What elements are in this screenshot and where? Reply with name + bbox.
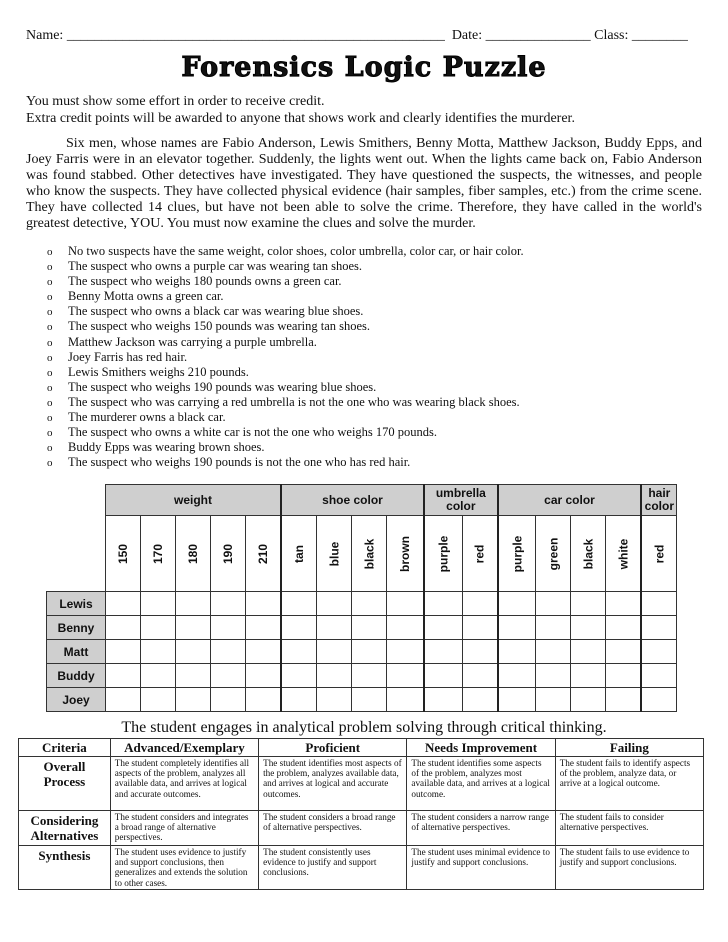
grid-answer-cell[interactable] xyxy=(176,616,211,640)
grid-answer-cell[interactable] xyxy=(106,616,141,640)
rubric-cell-proficient: The student considers a broad range of alternative perspectives. xyxy=(259,811,407,846)
clue-item: o Buddy Epps was wearing brown shoes. xyxy=(47,440,524,455)
grid-answer-cell[interactable] xyxy=(106,664,141,688)
bullet-icon: o xyxy=(47,427,53,440)
clue-item: o Matthew Jackson was carrying a purple umbrella. xyxy=(47,335,524,350)
suspect-buddy: Buddy xyxy=(47,664,106,688)
bullet-icon: o xyxy=(47,336,53,349)
grid-answer-cell[interactable] xyxy=(387,616,425,640)
rubric-header-failing: Failing xyxy=(555,739,703,757)
option-shoe-tan: tan xyxy=(281,516,317,592)
bullet-icon: o xyxy=(47,442,53,455)
grid-answer-cell[interactable] xyxy=(424,688,462,712)
rubric-header-advanced: Advanced/Exemplary xyxy=(110,739,258,757)
grid-answer-cell[interactable] xyxy=(387,664,425,688)
grid-answer-cell[interactable] xyxy=(571,616,606,640)
grid-answer-cell[interactable] xyxy=(641,616,677,640)
grid-answer-cell[interactable] xyxy=(606,664,642,688)
rubric-cell-advanced: The student completely identifies all aspects of the problem, analyzes all available data, and arrives at logical and accurate outcomes. xyxy=(110,757,258,811)
grid-answer-cell[interactable] xyxy=(387,592,425,616)
bullet-icon: o xyxy=(47,351,53,364)
grid-answer-cell[interactable] xyxy=(141,664,176,688)
option-shoe-blue: blue xyxy=(317,516,352,592)
rubric-table xyxy=(18,738,704,890)
story-paragraph xyxy=(26,136,702,233)
option-weight-180: 180 xyxy=(176,516,211,592)
grid-answer-cell[interactable] xyxy=(424,664,462,688)
name-date-class-line[interactable]: Name: ______________________________________________________ Date: _______________ Class: ________ xyxy=(26,28,688,43)
clue-item: o Joey Farris has red hair. xyxy=(47,350,524,365)
grid-answer-cell[interactable] xyxy=(462,592,498,616)
category-shoe-color: shoe color xyxy=(281,485,424,516)
grid-corner xyxy=(47,485,106,592)
grid-answer-cell[interactable] xyxy=(211,616,246,640)
rubric-cell-needs-improvement: The student uses minimal evidence to justify and support conclusions. xyxy=(407,846,555,890)
rubric-criteria-considering-alternatives: Considering Alternatives xyxy=(19,811,111,846)
rubric-cell-advanced: The student uses evidence to justify and support conclusions, then generalizes and extends the solution to other cases. xyxy=(110,846,258,890)
intro-line-extra-credit: Extra credit points will be awarded to anyone that shows work and clearly identifies the murderer. xyxy=(26,111,575,126)
category-weight: weight xyxy=(106,485,282,516)
option-car-green: green xyxy=(536,516,571,592)
grid-answer-cell[interactable] xyxy=(498,664,536,688)
grid-answer-cell[interactable] xyxy=(246,688,282,712)
option-weight-190: 190 xyxy=(211,516,246,592)
grid-answer-cell[interactable] xyxy=(176,592,211,616)
grid-answer-cell[interactable] xyxy=(571,664,606,688)
grid-answer-cell[interactable] xyxy=(571,640,606,664)
clue-item: o The suspect who weighs 180 pounds owns a green car. xyxy=(47,274,524,289)
grid-answer-cell[interactable] xyxy=(498,616,536,640)
grid-answer-cell[interactable] xyxy=(641,664,677,688)
rubric-header-needs-improvement: Needs Improvement xyxy=(407,739,555,757)
suspect-benny: Benny xyxy=(47,616,106,640)
grid-answer-cell[interactable] xyxy=(462,664,498,688)
intro-line-effort: You must show some effort in order to receive credit. xyxy=(26,94,325,109)
grid-answer-cell[interactable] xyxy=(571,688,606,712)
grid-answer-cell[interactable] xyxy=(106,640,141,664)
grid-answer-cell[interactable] xyxy=(281,688,317,712)
grid-answer-cell[interactable] xyxy=(106,688,141,712)
grid-answer-cell[interactable] xyxy=(536,616,571,640)
clue-list xyxy=(47,244,524,470)
clue-item: o The suspect who owns a purple car was wearing tan shoes. xyxy=(47,259,524,274)
option-shoe-brown: brown xyxy=(387,516,425,592)
clue-item: o The suspect who weighs 190 pounds was wearing blue shoes. xyxy=(47,380,524,395)
grid-answer-cell[interactable] xyxy=(387,688,425,712)
category-car-color: car color xyxy=(498,485,642,516)
category-umbrella-color: umbrella color xyxy=(424,485,498,516)
grid-answer-cell[interactable] xyxy=(462,616,498,640)
bullet-icon: o xyxy=(47,321,53,334)
grid-answer-cell[interactable] xyxy=(641,640,677,664)
clue-item: o Lewis Smithers weighs 210 pounds. xyxy=(47,365,524,380)
suspect-matt: Matt xyxy=(47,640,106,664)
option-car-purple: purple xyxy=(498,516,536,592)
rubric-cell-proficient: The student consistently uses evidence to justify and support conclusions. xyxy=(259,846,407,890)
rubric-cell-advanced: The student considers and integrates a broad range of alternative perspectives. xyxy=(110,811,258,846)
rubric-cell-failing: The student fails to use evidence to justify and support conclusions. xyxy=(555,846,703,890)
grid-answer-cell[interactable] xyxy=(246,592,282,616)
grid-answer-cell[interactable] xyxy=(352,616,387,640)
grid-answer-cell[interactable] xyxy=(141,592,176,616)
category-hair-color: hair color xyxy=(641,485,677,516)
clue-item: o The suspect who owns a black car was wearing blue shoes. xyxy=(47,304,524,319)
bullet-icon: o xyxy=(47,261,53,274)
bullet-icon: o xyxy=(47,412,53,425)
grid-answer-cell[interactable] xyxy=(317,592,352,616)
bullet-icon: o xyxy=(47,457,53,470)
grid-answer-cell[interactable] xyxy=(352,688,387,712)
grid-answer-cell[interactable] xyxy=(536,688,571,712)
suspect-joey: Joey xyxy=(47,688,106,712)
bullet-icon: o xyxy=(47,246,53,258)
logic-grid xyxy=(46,484,677,712)
page-title: Forensics Logic Puzzle xyxy=(181,52,547,83)
grid-answer-cell[interactable] xyxy=(498,592,536,616)
grid-answer-cell[interactable] xyxy=(281,640,317,664)
option-car-black: black xyxy=(571,516,606,592)
grid-answer-cell[interactable] xyxy=(211,592,246,616)
grid-answer-cell[interactable] xyxy=(176,688,211,712)
grid-answer-cell[interactable] xyxy=(246,664,282,688)
grid-answer-cell[interactable] xyxy=(536,640,571,664)
grid-answer-cell[interactable] xyxy=(317,616,352,640)
option-umbrella-red: red xyxy=(462,516,498,592)
grid-answer-cell[interactable] xyxy=(352,664,387,688)
grid-answer-cell[interactable] xyxy=(536,592,571,616)
grid-answer-cell[interactable] xyxy=(211,640,246,664)
clue-item: o The suspect who was carrying a red umbrella is not the one who was wearing black shoes. xyxy=(47,395,524,410)
grid-answer-cell[interactable] xyxy=(387,640,425,664)
grid-answer-cell[interactable] xyxy=(606,640,642,664)
option-weight-170: 170 xyxy=(141,516,176,592)
rubric-criteria-synthesis: Synthesis xyxy=(19,846,111,890)
option-umbrella-purple: purple xyxy=(424,516,462,592)
grid-answer-cell[interactable] xyxy=(606,688,642,712)
grid-answer-cell[interactable] xyxy=(176,640,211,664)
grid-answer-cell[interactable] xyxy=(106,592,141,616)
clue-item: o The suspect who owns a white car is not the one who weighs 170 pounds. xyxy=(47,425,524,440)
grid-answer-cell[interactable] xyxy=(606,592,642,616)
clue-item: o Benny Motta owns a green car. xyxy=(47,289,524,304)
grid-answer-cell[interactable] xyxy=(281,592,317,616)
grid-answer-cell[interactable] xyxy=(317,664,352,688)
rubric-cell-failing: The student fails to identify aspects of the problem, analyze data, or arrive at a logical outcome. xyxy=(555,757,703,811)
grid-answer-cell[interactable] xyxy=(352,592,387,616)
bullet-icon: o xyxy=(47,306,53,319)
grid-answer-cell[interactable] xyxy=(424,592,462,616)
grid-answer-cell[interactable] xyxy=(317,688,352,712)
grid-answer-cell[interactable] xyxy=(246,640,282,664)
rubric-header-criteria: Criteria xyxy=(19,739,111,757)
grid-answer-cell[interactable] xyxy=(211,664,246,688)
suspect-lewis: Lewis xyxy=(47,592,106,616)
grid-answer-cell[interactable] xyxy=(246,616,282,640)
grid-answer-cell[interactable] xyxy=(536,664,571,688)
grid-answer-cell[interactable] xyxy=(606,616,642,640)
rubric-cell-needs-improvement: The student considers a narrow range of alternative perspectives. xyxy=(407,811,555,846)
option-shoe-black: black xyxy=(352,516,387,592)
grid-answer-cell[interactable] xyxy=(317,640,352,664)
grid-answer-cell[interactable] xyxy=(176,664,211,688)
option-weight-210: 210 xyxy=(246,516,282,592)
grid-answer-cell[interactable] xyxy=(571,592,606,616)
grid-answer-cell[interactable] xyxy=(462,688,498,712)
rubric-title: The student engages in analytical problem solving through critical thinking. xyxy=(121,719,607,736)
bullet-icon: o xyxy=(47,396,53,409)
clue-item: o The suspect who weighs 190 pounds is not the one who has red hair. xyxy=(47,455,524,470)
clue-item: o The suspect who weighs 150 pounds was wearing tan shoes. xyxy=(47,319,524,334)
clue-item: o The murderer owns a black car. xyxy=(47,410,524,425)
grid-answer-cell[interactable] xyxy=(462,640,498,664)
grid-answer-cell[interactable] xyxy=(498,688,536,712)
rubric-criteria-overall-process: Overall Process xyxy=(19,757,111,811)
grid-answer-cell[interactable] xyxy=(641,592,677,616)
grid-answer-cell[interactable] xyxy=(424,616,462,640)
grid-answer-cell[interactable] xyxy=(141,616,176,640)
bullet-icon: o xyxy=(47,291,53,304)
clue-item: o No two suspects have the same weight, color shoes, color umbrella, color car, or hair color. xyxy=(47,244,524,259)
grid-answer-cell[interactable] xyxy=(641,688,677,712)
grid-answer-cell[interactable] xyxy=(424,640,462,664)
grid-answer-cell[interactable] xyxy=(141,640,176,664)
bullet-icon: o xyxy=(47,381,53,394)
option-car-white: white xyxy=(606,516,642,592)
rubric-header-proficient: Proficient xyxy=(259,739,407,757)
story-text: Six men, whose names are Fabio Anderson, Lewis Smithers, Benny Motta, Matthew Jackson, Buddy Epps, and Joey Farris were in an elevator together. Suddenly, the lights went out. When the lights came back on, Fabio Anderson was found stabbed. Other detectives have investigated. They have questioned the suspects, the witnesses, and people who know the suspects. They have collected physical evidence (hair samples, fiber samples, etc.) from the crime scene. They have collected 14 clues, but have not been able to solve the crime. Therefore, they have called in the world's greatest detective, YOU. You must now examine the clues and solve the murder. xyxy=(26,136,702,232)
grid-answer-cell[interactable] xyxy=(141,688,176,712)
bullet-icon: o xyxy=(47,276,53,289)
option-hair-red: red xyxy=(641,516,677,592)
grid-answer-cell[interactable] xyxy=(498,640,536,664)
rubric-cell-failing: The student fails to consider alternative perspectives. xyxy=(555,811,703,846)
bullet-icon: o xyxy=(47,366,53,379)
option-weight-150: 150 xyxy=(106,516,141,592)
grid-answer-cell[interactable] xyxy=(281,664,317,688)
grid-answer-cell[interactable] xyxy=(352,640,387,664)
rubric-cell-needs-improvement: The student identifies some aspects of the problem, analyzes most available data, and arrives at a logical outcome. xyxy=(407,757,555,811)
grid-answer-cell[interactable] xyxy=(211,688,246,712)
rubric-cell-proficient: The student identifies most aspects of the problem, analyzes available data, and arrives at logical and accurate outcomes. xyxy=(259,757,407,811)
grid-answer-cell[interactable] xyxy=(281,616,317,640)
